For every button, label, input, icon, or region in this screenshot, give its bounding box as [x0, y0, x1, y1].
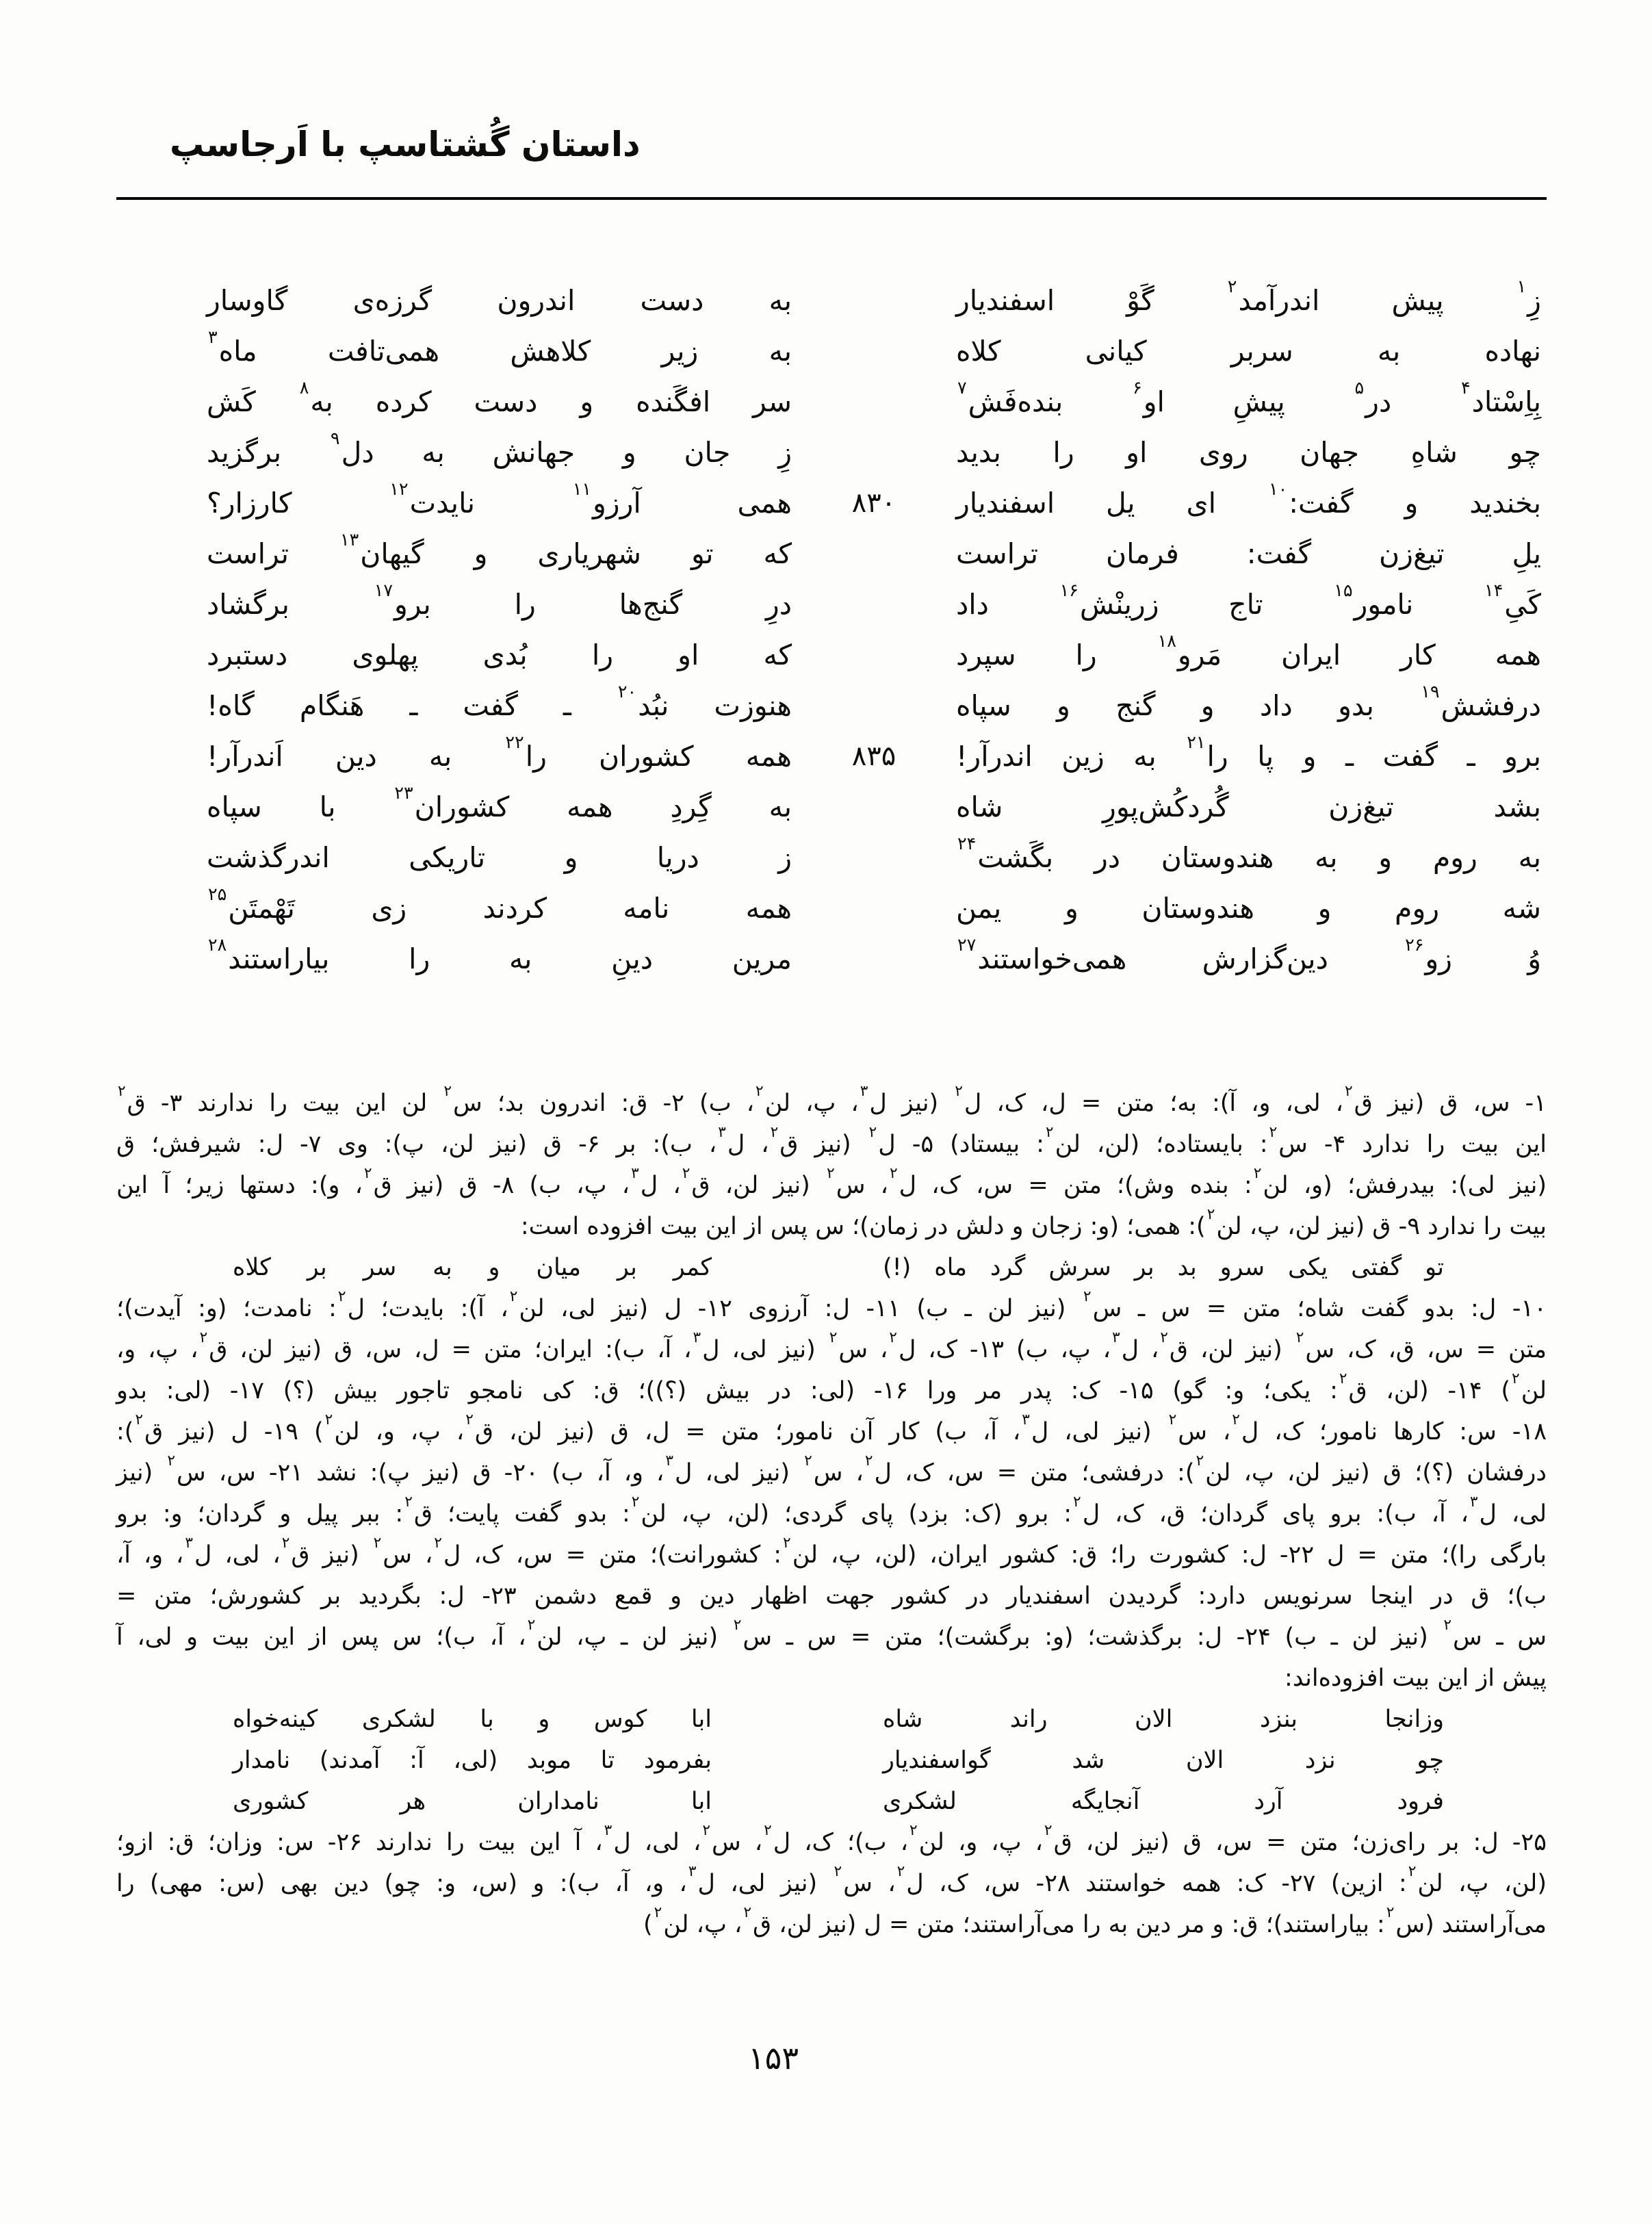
footnote-marker: ۲۲ [505, 731, 524, 752]
apparatus-block [116, 1083, 1547, 1945]
verse-number: ۸۳۰ [851, 487, 896, 519]
footnote-marker: ۲ [118, 1082, 126, 1100]
hemistich-1: بِاِسْتاد$^۴$ در$^۵$ پیشِ او$^۶$ بنده‌فَش$^۷$ [957, 376, 1541, 418]
footnote-marker: ۳ [1111, 1328, 1120, 1346]
verse-row [207, 934, 1541, 984]
footnote-marker: ۲۴ [957, 832, 977, 853]
apparatus-added-verse [116, 1740, 1547, 1781]
footnote-marker: ۲۵ [208, 883, 227, 904]
footnote-marker: ۲ [889, 1328, 897, 1346]
hemistich-2: همی آرزو$^{۱۱}$ نایدت$^{۱۲}$ کارزار؟ [207, 478, 792, 519]
verse-row [207, 883, 1541, 934]
apparatus-line: پیش از این بیت افزوده‌اند: [1284, 1665, 1547, 1692]
footnote-marker: ۲ [527, 1616, 536, 1634]
added-hemistich-1: فرود آرد آنجایگه لشکری [883, 1788, 1444, 1815]
verse-row [207, 528, 1541, 579]
added-hemistich-1: چو نزد الان شد گواسفندیار [883, 1747, 1444, 1774]
hemistich-2: درِ گنج‌ها را برو$^{۱۷}$ برگشاد [207, 579, 792, 621]
apparatus-line: ۱- س، ق (نیز ق$^۲$، لی، و، آ): به؛ متن = ل، ک، ل$^۲$ (نیز ل$^۳$، پ، لن$^۲$، ب) ۲- ق: اندرون بد؛ س$^۲$ لن این بیت را ندارند ۳- ق$^۲$ [118, 1082, 1547, 1117]
added-hemistich-2: بفرمود تا موبد (لی، آ: آمدند) نامدار [233, 1747, 712, 1774]
footnote-marker: ۲ [1339, 1370, 1347, 1387]
footnote-marker: ۲ [702, 1821, 710, 1839]
footnote-marker: ۱۵ [1334, 579, 1353, 600]
footnote-marker: ۲۳ [394, 782, 413, 803]
footnote-marker: ۳ [1469, 1493, 1478, 1511]
footnote-marker: ۷ [957, 376, 967, 398]
apparatus-line: ۱۰- ل: بدو گفت شاه؛ متن = س ـ س$^۲$ (نیز لن ـ ب) ۱۱- ل: آرزوی ۱۲- ل (نیز لی، لن$^۲$، آ): بایدت؛ ل$^۲$: نامدت؛ (و: آیدت)؛ [116, 1287, 1547, 1322]
footnote-marker: ۲ [1073, 1493, 1081, 1511]
apparatus-line: ۱۸- س: کارها نامور؛ ک، ل$^۲$، س$^۲$ (نیز لی، ل$^۳$، آ، ب) کار آن نامور؛ متن = ل، ق (نیز لن، ق$^۲$، پ، و، لن$^۲$) ۱۹- ل (نیز ق$^۲$): [116, 1411, 1547, 1445]
footnote-marker: ۱ [1517, 275, 1527, 296]
footnote-marker: ۳ [631, 1164, 639, 1182]
footnote-marker: ۲ [733, 1616, 742, 1634]
footnote-marker: ۳ [604, 1821, 612, 1839]
apparatus-line: لن$^۲$) ۱۴- (لن، ق$^۲$: یکی؛ و: گو) ۱۵- ک: پدر مر ورا ۱۶- (لی: در بیش (؟))؛ ق: کی نامجو تاجور بیش (؟) ۱۷- (لی: بدو [116, 1370, 1547, 1404]
verse-row [207, 376, 1541, 427]
footnote-marker: ۲ [896, 1862, 905, 1880]
footnote-marker: ۲ [1168, 1411, 1177, 1428]
hemistich-2: که او را بُدی پهلوی دستبرد [207, 639, 792, 671]
header-rule [116, 197, 1547, 200]
footnote-marker: ۸ [299, 376, 309, 398]
hemistich-1: وُ زو$^{۲۶}$ دین‌گزارش همی‌خواستند$^{۲۷}$ [957, 934, 1541, 975]
footnote-marker: ۲ [1443, 1616, 1452, 1634]
verse-row [207, 275, 1541, 326]
footnote-marker: ۲ [404, 1493, 413, 1511]
footnote-marker: ۱۰ [1268, 478, 1288, 499]
hemistich-2: به دست اندرون گرزه‌ی گاوسار [207, 284, 792, 317]
hemistich-2: مرین دینِ به را بیاراستند$^{۲۸}$ [208, 934, 792, 975]
hemistich-1: شه روم و هندوستان و یمن [956, 892, 1541, 925]
footnote-marker: ۲۱ [1187, 731, 1206, 752]
footnote-marker: ۱۸ [1157, 630, 1176, 651]
footnote-marker: ۱۳ [339, 528, 359, 550]
footnote-marker: ۱۱ [572, 478, 591, 499]
added-hemistich-1: تو گفتی یکی سرو بد بر سرش گرد ماه (!) [883, 1254, 1444, 1281]
hemistich-2: ز دریا و تاریکی اندرگذشت [207, 841, 792, 874]
footnote-marker: ۲ [363, 1164, 372, 1182]
footnote-marker: ۶ [1133, 376, 1142, 398]
footnote-marker: ۲ [1045, 1123, 1054, 1141]
added-hemistich-2: ابا کوس و با لشکری کینه‌خواه [233, 1706, 712, 1733]
hemistich-2: زِ جان و جهانش به دل$^۹$ برگزید [207, 427, 792, 469]
apparatus-line: لی، ل$^۳$، آ، ب): برو پای گردان؛ ق، ک، ل$^۲$: برو (ک: بزد) پای گردی؛ (لن، پ، لن$^۲$: بدو گفت پایت؛ ق$^۲$: ببر پیل و گردان؛ و: برو [116, 1493, 1547, 1528]
footnote-marker: ۲ [509, 1287, 518, 1305]
footnote-marker: ۲ [1227, 275, 1237, 296]
footnote-marker: ۳ [718, 1123, 726, 1141]
footnote-marker: ۲ [135, 1411, 144, 1428]
footnote-marker: ۲ [1083, 1287, 1092, 1305]
apparatus-line: بارگی را)؛ متن = ل ۲۲- ل: کشورت را؛ ق: کشور ایران، (لن، پ، لن$^۲$: کشورانت)؛ متن = س، ک، ل$^۲$، س$^۲$ (نیز ق$^۲$، لی، ل$^۳$، و، آ، [116, 1534, 1547, 1569]
apparatus-added-verse [116, 1247, 1547, 1288]
footnote-marker: ۲ [889, 1164, 898, 1182]
apparatus-line: بیت را ندارد ۹- ق (نیز لن، پ، لن$^۲$): همی؛ (و: زجان و دلش در زمان)؛ س پس از این بیت افزوده است: [520, 1205, 1547, 1240]
footnote-marker: ۲ [1160, 1328, 1168, 1346]
footnote-marker: ۲ [783, 1534, 791, 1552]
footnote-marker: ۲ [955, 1082, 963, 1100]
footnote-marker: ۳ [688, 1862, 697, 1880]
footnote-marker: ۲ [1044, 1821, 1053, 1839]
added-hemistich-2: ابا نامداران هر کشوری [233, 1788, 712, 1815]
footnote-marker: ۱۶ [1059, 579, 1079, 600]
verse-row [207, 832, 1541, 883]
footnote-marker: ۲ [1408, 1862, 1417, 1880]
footnote-marker: ۲ [281, 1534, 290, 1552]
apparatus-added-verse [116, 1781, 1547, 1822]
footnote-marker: ۲ [1253, 1164, 1262, 1182]
footnote-marker: ۹ [330, 427, 340, 448]
footnote-marker: ۳ [1022, 1411, 1030, 1428]
hemistich-1: همه کار ایران مَرو$^{۱۸}$ را سپرد [956, 630, 1541, 671]
added-hemistich-2: کمر بر میان و به سر بر کلاه [233, 1254, 712, 1281]
footnote-marker: ۲ [827, 1164, 835, 1182]
footnote-marker: ۳ [665, 1452, 673, 1469]
footnote-marker: ۲ [465, 1411, 474, 1428]
poem-block [207, 275, 1541, 984]
footnote-marker: ۱۹ [1421, 680, 1440, 702]
added-hemistich-1: وزانجا بنزد الان راند شاه [883, 1706, 1444, 1733]
footnote-marker: ۳ [185, 1534, 194, 1552]
hemistich-1: چو شاهِ جهان روی او را بدید [956, 436, 1541, 469]
apparatus-line: س ـ س$^۲$ (نیز لن ـ ب) ۲۴- ل: برگذشت؛ (و: برگشت)؛ متن = س ـ س$^۲$ (نیز لن ـ پ، لن$^۲$، آ، ب)؛ س پس از این بیت و لی، آ [116, 1616, 1547, 1651]
apparatus-line: این بیت را ندارد ۴- س$^۲$: بایستاده؛ (لن، لن$^۲$: بیستاد) ۵- ل$^۲$ (نیز ق$^۲$، ل$^۳$، ب): بر ۶- ق (نیز لن، پ): وی ۷- ل: شیرفش؛ ق [116, 1123, 1547, 1158]
hemistich-1: برو ـ گفت ـ و پا را$^{۲۱}$ به زین اندرآر! [956, 731, 1541, 773]
footnote-marker: ۲ [1295, 1328, 1304, 1346]
footnote-marker: ۱۴ [1484, 579, 1503, 600]
footnote-marker: ۵ [1354, 376, 1365, 398]
footnote-marker: ۲۷ [957, 934, 977, 955]
hemistich-1: زِ$^۱$ پیش اندرآمد$^۲$ گَوْ اسفندیار [956, 275, 1541, 317]
footnote-marker: ۲ [373, 1534, 382, 1552]
footnote-marker: ۲ [1344, 1082, 1353, 1100]
apparatus-added-verse [116, 1699, 1547, 1740]
footnote-marker: ۲ [756, 1082, 764, 1100]
footnote-marker: ۲ [167, 1452, 175, 1469]
footnote-marker: ۲ [682, 1164, 691, 1182]
hemistich-1: بخندید و گفت:$^{۱۰}$ ای یل اسفندیار [956, 478, 1542, 519]
apparatus-line: ۲۵- ل: بر رای‌زن؛ متن = س، ق (نیز لن، ق$^۲$، پ، و، لن$^۲$، ب)؛ ک، ل$^۲$، س$^۲$، لی، ل$^۳$، آ این بیت را ندارند ۲۶- س: وزان؛ ق: ازو؛ [116, 1821, 1547, 1856]
page-number: ۱۵۳ [747, 2040, 799, 2077]
footnote-marker: ۲۰ [617, 680, 637, 702]
hemistich-1: نهاده به سربر کیانی کلاه [956, 335, 1541, 368]
footnote-marker: ۳ [693, 1328, 701, 1346]
verse-row [207, 579, 1541, 630]
hemistich-1: بشد تیغ‌زن گُردکُش‌پورِ شاه [956, 791, 1541, 823]
footnote-marker: ۲ [324, 1411, 333, 1428]
footnote-marker: ۲ [199, 1328, 208, 1346]
footnote-marker: ۲ [764, 1821, 772, 1839]
apparatus-line: (نیز لی): بیدرفش؛ (و، لن$^۲$: بنده وش)؛ متن = س، ک، ل$^۲$، س$^۲$ (نیز لن، ق$^۲$، ل$^۳$، پ، ب) ۸- ق (نیز ق$^۲$، و): دستها زیر؛ آ این [116, 1164, 1547, 1199]
verse-row [207, 427, 1541, 478]
hemistich-2: سر افگَنده و دست کرده به$^۸$ کَش [207, 376, 792, 418]
footnote-marker: ۲ [1232, 1411, 1240, 1428]
footnote-marker: ۱۲ [389, 478, 409, 499]
page-title: داستان گُشتاسپ با اَرجاسپ [170, 125, 641, 164]
footnote-marker: ۲ [829, 1328, 838, 1346]
footnote-marker: ۲۶ [1405, 934, 1424, 955]
footnote-marker: ۲ [631, 1493, 640, 1511]
footnote-marker: ۲ [337, 1287, 346, 1305]
hemistich-2: همه نامه کردند زی تَهْمتَن$^{۲۵}$ [208, 883, 792, 925]
apparatus-line: متن = س، ق، ک، س$^۲$ (نیز لن، ق$^۲$، ل$^۳$، پ، ب) ۱۳- ک، ل$^۲$، س$^۲$ (نیز لی، ل$^۳$، آ، ب): ایران؛ متن = ل، س، ق (نیز لن، ق$^۲$، پ، و، [116, 1328, 1547, 1363]
footnote-marker: ۲ [804, 1452, 812, 1469]
footnote-marker: ۲ [1512, 1370, 1520, 1387]
verse-number: ۸۳۵ [851, 741, 896, 772]
footnote-marker: ۳ [208, 326, 218, 347]
footnote-marker: ۳ [860, 1082, 868, 1100]
hemistich-2: هنوزت نبُد$^{۲۰}$ ـ گفت ـ هَنگام گاه! [207, 680, 792, 722]
footnote-marker: ۲ [1196, 1452, 1204, 1469]
hemistich-1: به روم و به هندوستان در بگَشت$^{۲۴}$ [957, 832, 1541, 874]
verse-row [207, 680, 1541, 731]
footnote-marker: ۲ [1269, 1123, 1278, 1141]
hemistich-2: به گِردِ همه کشوران$^{۲۳}$ با سپاه [207, 782, 792, 823]
footnote-marker: ۲ [909, 1821, 918, 1839]
apparatus-line: درفشان (؟)؛ ق (نیز لن، پ، لن$^۲$): درفشی؛ متن = س، ک، ل$^۲$، س$^۲$ (نیز لی، ل$^۳$، و، آ، ب) ۲۰- ق (نیز پ): نشد ۲۱- س، س$^۲$ (نیز [116, 1452, 1547, 1487]
footnote-marker: ۲ [770, 1123, 779, 1141]
footnote-marker: ۲ [1386, 1903, 1395, 1921]
hemistich-1: یلِ تیغ‌زن گفت: فرمان تراست [956, 537, 1541, 570]
verse-row [207, 478, 1541, 528]
hemistich-1: درفشش$^{۱۹}$ بدو داد و گنج و سپاه [956, 680, 1541, 722]
footnote-marker: ۲ [1206, 1205, 1215, 1223]
footnote-marker: ۱۷ [374, 579, 393, 600]
verse-row [207, 731, 1541, 782]
apparatus-line: ب)؛ ق در اینجا سرنویس دارد: گردیدن اسفندیار در کشور جهت اظهار دین و قمع دشمن ۲۳- ل: بگردید بر کشورش؛ متن = [116, 1582, 1547, 1610]
verse-row [207, 326, 1541, 376]
footnote-marker: ۲ [654, 1903, 662, 1921]
footnote-marker: ۲ [443, 1082, 452, 1100]
verse-row [207, 782, 1541, 832]
apparatus-line: (لن، پ، لن$^۲$: ازین) ۲۷- ک: همه خواستند ۲۸- س، ک، ل$^۲$، س$^۲$ (نیز لی، ل$^۳$، و، آ، ب): و (س، و: چو) دین بهی (س: مهی) را [116, 1862, 1547, 1897]
hemistich-2: که تو شهریاری و گیهان$^{۱۳}$ تراست [207, 528, 792, 570]
footnote-marker: ۲ [743, 1903, 752, 1921]
hemistich-2: همه کشوران را$^{۲۲}$ به دین اَندرآر! [207, 731, 792, 773]
hemistich-1: کَیِ$^{۱۴}$ نامور$^{۱۵}$ تاج زرینْش$^{۱۶}$ داد [956, 579, 1541, 621]
hemistich-2: به زیر کلاهش همی‌تافت ماه$^۳$ [208, 326, 792, 368]
apparatus-line: می‌آراستند (س$^۲$: بیاراستند)؛ ق: و مر دین به را می‌آراستند؛ متن = ل (نیز لن، ق$^۲$، پ، لن$^۲$) [643, 1903, 1547, 1938]
footnote-marker: ۲ [834, 1862, 842, 1880]
footnote-marker: ۲۸ [208, 934, 227, 955]
footnote-marker: ۲ [864, 1452, 873, 1469]
footnote-marker: ۴ [1460, 376, 1471, 398]
verse-row [207, 630, 1541, 680]
footnote-marker: ۲ [434, 1534, 442, 1552]
footnote-marker: ۲ [868, 1123, 877, 1141]
